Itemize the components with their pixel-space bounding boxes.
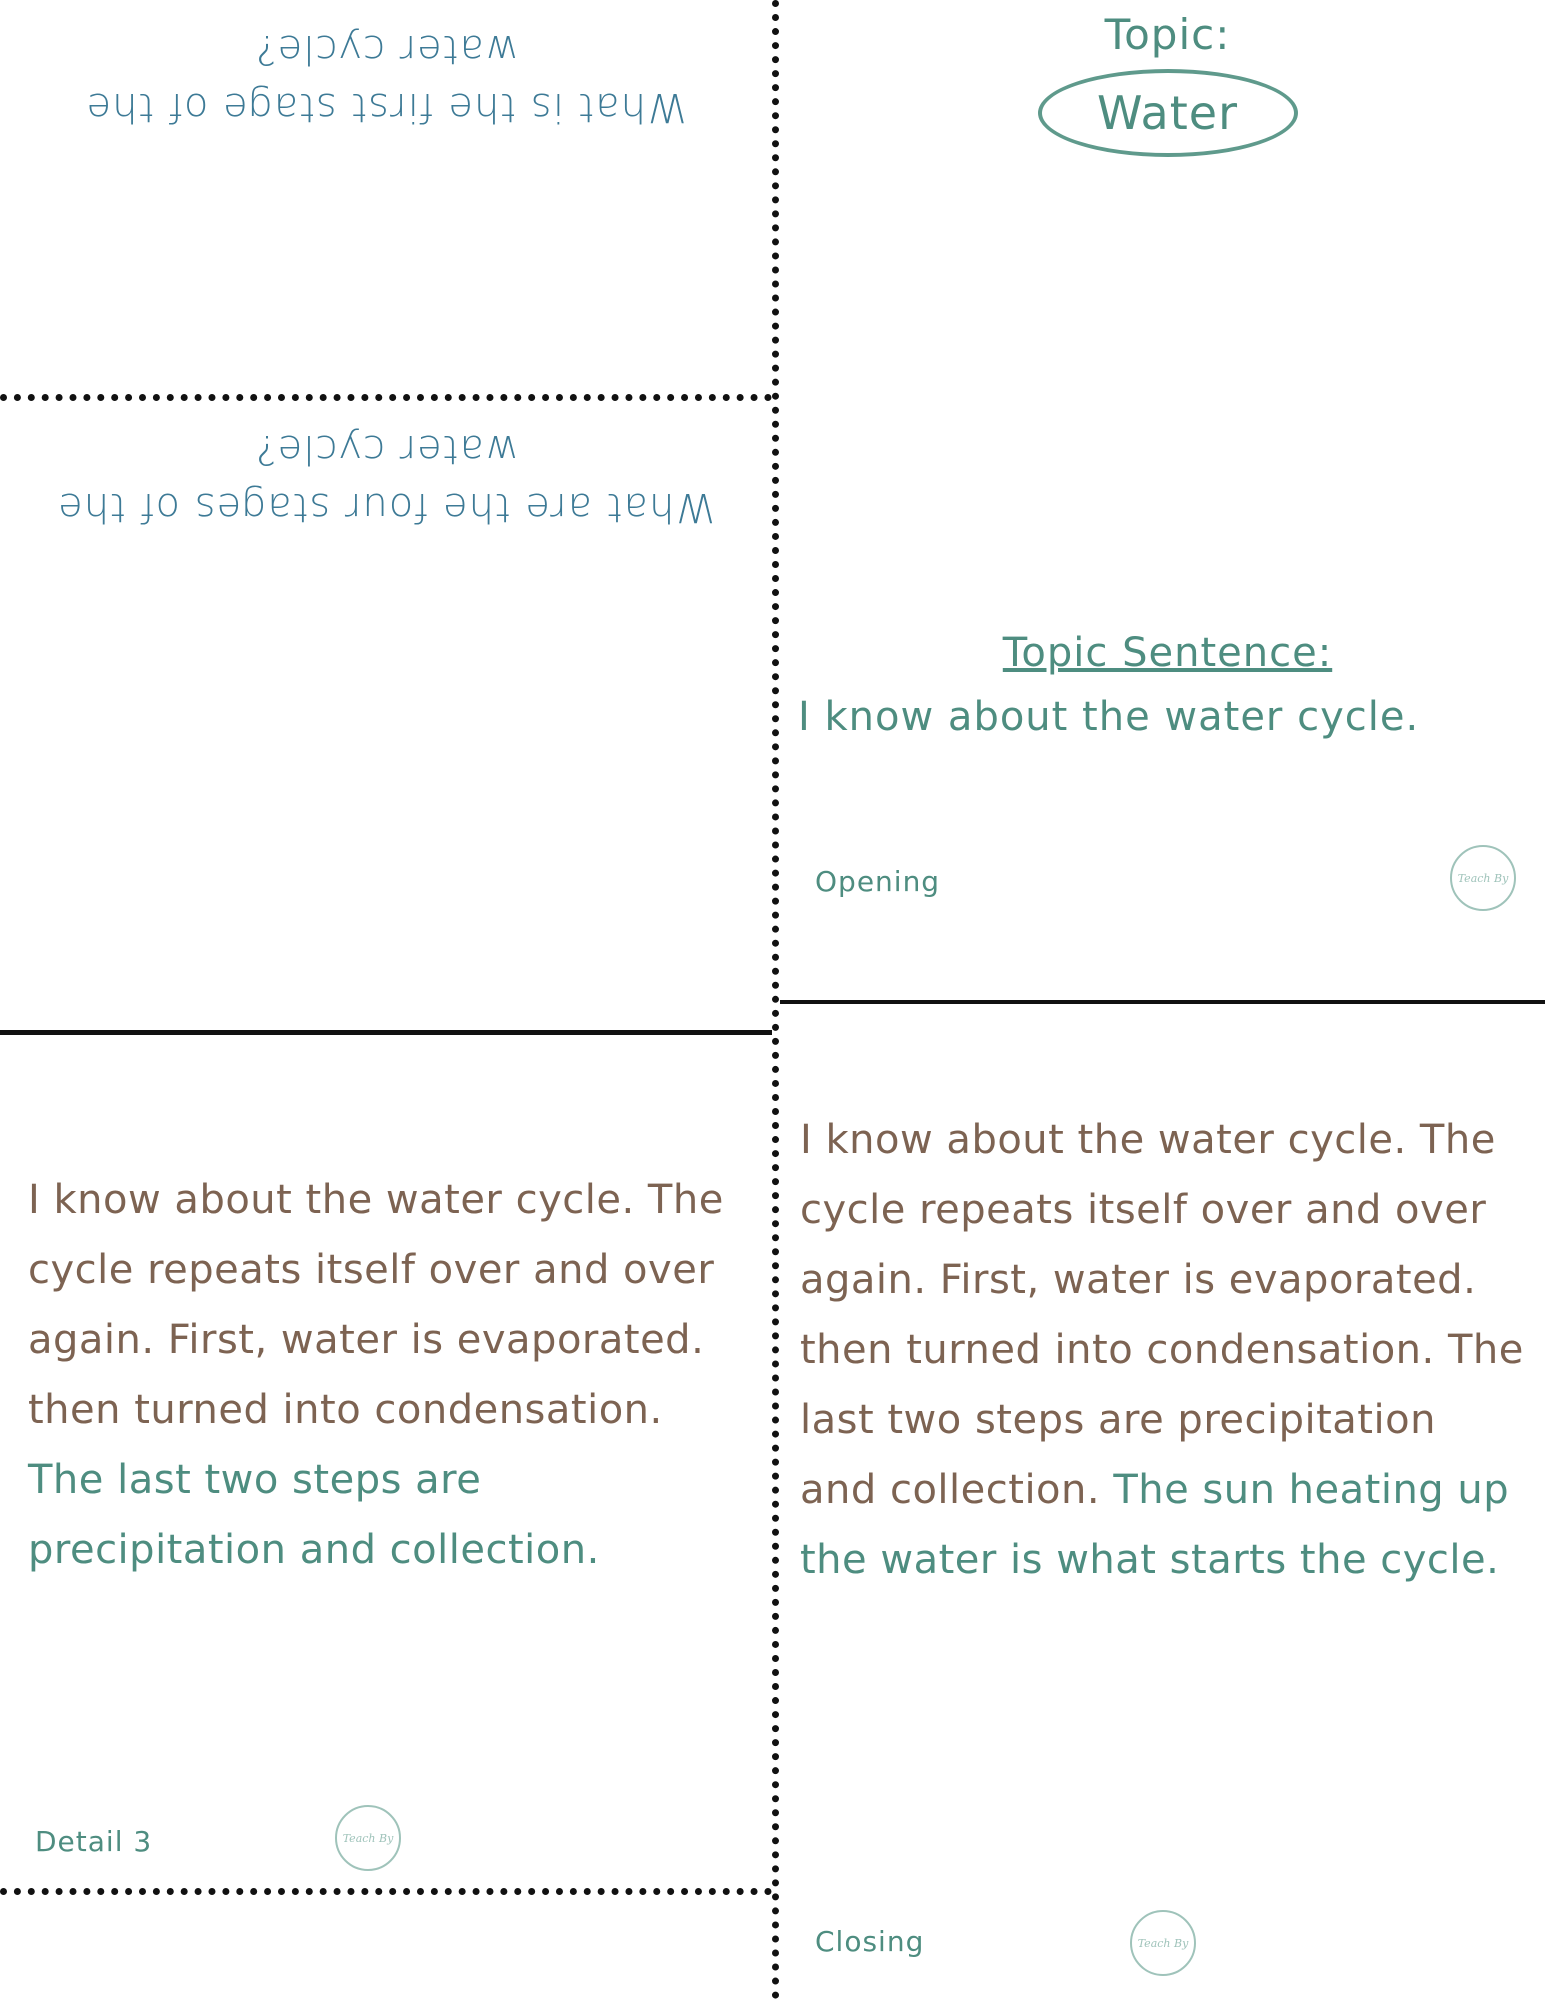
opening-cell xyxy=(790,630,1545,1000)
topic-cell xyxy=(790,10,1545,340)
teach-by-stamp-icon: Teach By xyxy=(335,1805,401,1871)
topic-word-container xyxy=(1038,69,1298,157)
teach-by-stamp-icon: Teach By xyxy=(1450,845,1516,911)
topic-sentence-heading: Topic Sentence: xyxy=(1002,630,1333,676)
detail-question-2: What are the four stages of the water cycle? xyxy=(57,426,715,530)
detail-3-cell xyxy=(0,1040,772,1885)
horizontal-cut-line-bottom xyxy=(0,1888,772,1895)
detail-3-segment-teal: The last two steps are precipitation and collection. xyxy=(28,1457,600,1573)
horizontal-fold-line-left xyxy=(0,1030,772,1035)
detail-question-1: What is the first stage of the water cycle? xyxy=(85,26,687,130)
closing-segment-teal: The sun heating up the water is what starts the cycle. xyxy=(800,1467,1510,1583)
topic-sentence-text: I know about the water cycle. xyxy=(798,694,1420,740)
question-cell-2 xyxy=(0,400,772,1028)
detail-3-segment-brown: I know about the water cycle. The cycle repeats itself over and over again. First, water is evaporated. then turned into condensation. xyxy=(28,1177,724,1433)
teach-by-stamp-icon: Teach By xyxy=(1130,1910,1196,1976)
closing-segment-brown: I know about the water cycle. The cycle repeats itself over and over again. First, water is evaporated. then turned into condensation. The last two steps are precipitation and collection. xyxy=(800,1117,1524,1513)
question-cell-1 xyxy=(0,0,772,394)
vertical-fold-line xyxy=(772,0,779,2000)
topic-label: Topic: xyxy=(1104,10,1231,59)
closing-cell xyxy=(790,1010,1545,2000)
topic-word: Water xyxy=(1097,86,1238,140)
detail-3-paragraph xyxy=(28,1165,728,1585)
closing-footer-label: Closing xyxy=(815,1925,925,1958)
horizontal-fold-line-right xyxy=(780,1000,1545,1004)
closing-paragraph xyxy=(800,1105,1525,1595)
opening-footer-label: Opening xyxy=(815,865,941,898)
detail-3-footer-label: Detail 3 xyxy=(35,1825,153,1858)
